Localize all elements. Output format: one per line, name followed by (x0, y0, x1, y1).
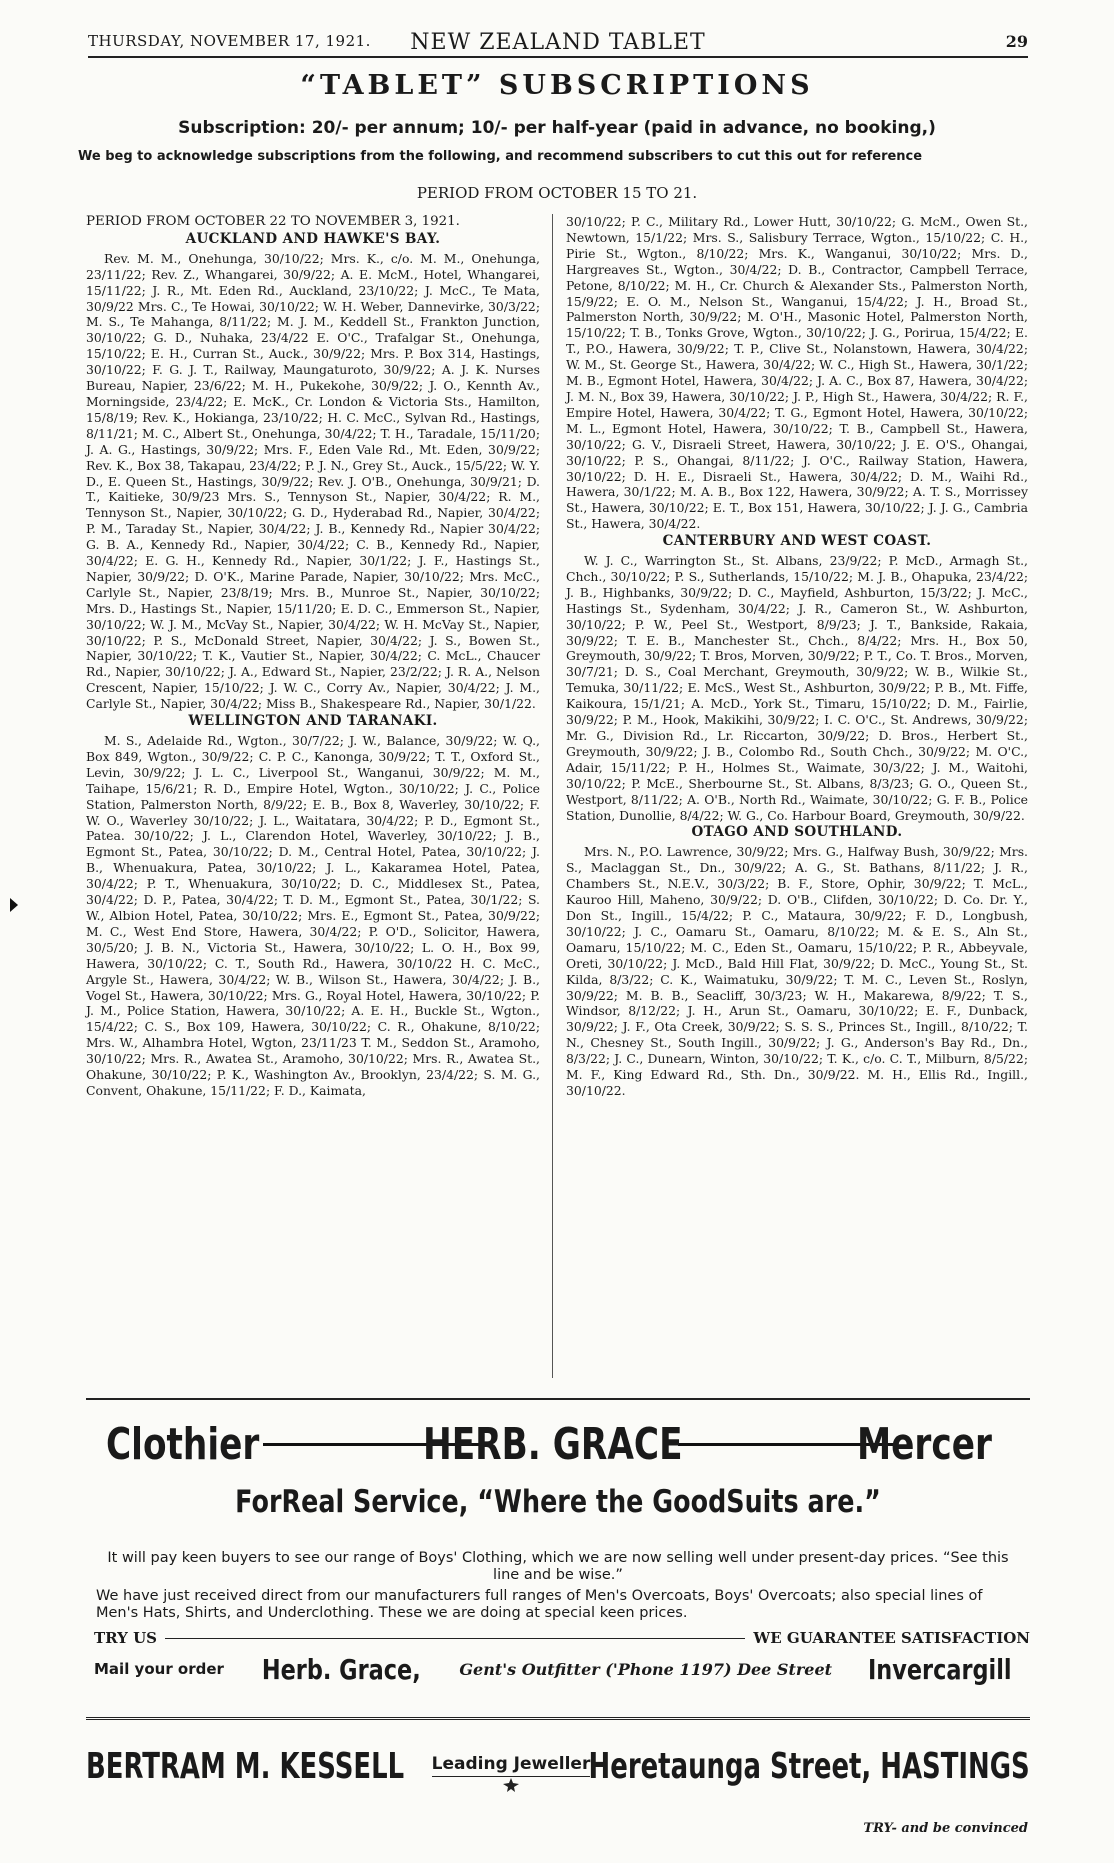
jeweller-address: Heretaunga Street, HASTINGS (588, 1746, 1030, 1787)
wellington-subscribers-continued: 30/10/22; P. C., Military Rd., Lower Hutt, 30/10/22; G. McM., Owen St., Newtown, 15/1/22; Mrs. S., Salisbury Terrace, Wgton., 15/10/22; C. H., Pirie St., Wgton., 8/10/22; Mrs. K., Wanganui, 30/10/22; Mrs. D., Hargreaves St., Wgton., 30/4/22; D. B., Contractor, Campbell Terrace, Petone, 8/10/22; M. H., Cr. Church & Alexander Sts., Palmerston North, 15/9/22; E. O. M., Nelson St., Wanganui, 15/4/22; J. H., Broad St., Palmerston North, 30/9/22; M. O'H., Masonic Hotel, Palmerston North, 15/10/22; T. B., Tonks Grove, Wgton., 30/10/22; J. G., Porirua, 15/4/22; E. T., P.O., Hawera, 30/9/22; T. P., Clive St., Nolanstown, Hawera, 30/4/22; W. M., St. George St., Hawera, 30/4/22; W. C., High St., Hawera, 30/1/22; M. B., Egmont Hotel, Hawera, 30/4/22; J. A. C., Box 87, Hawera, 30/4/22; J. M. N., Box 39, Hawera, 30/10/22; J. P., High St., Hawera, 30/4/22; R. F., Empire Hotel, Hawera, 30/4/22; T. G., Egmont Hotel, Hawera, 30/10/22; M. L., Egmont Hotel, Hawera, 30/10/22; T. B., Campbell St., Hawera, 30/10/22; G. V., Disraeli Street, Hawera, 30/10/22; J. E. O'S., Ohangai, 30/10/22; P. S., Ohangai, 8/11/22; J. O'C., Railway Station, Hawera, 30/10/22; D. H. E., Disraeli St., Hawera, 30/4/22; D. M., Waihi Rd., Hawera, 30/1/22; M. A. B., Box 122, Hawera, 30/9/22; A. T. S., Morrissey St., Hawera, 30/10/22; E. T., Box 151, Hawera, 30/10/22; J. J. G., Cambria St., Hawera, 30/4/22. (566, 214, 1028, 532)
headline-herb-grace: HERB. GRACE (423, 1418, 683, 1470)
footer-try-convinced: TRY- and be convinced (863, 1821, 1028, 1836)
advert-body-boys-clothing: It will pay keen buyers to see our range of Boys' Clothing, which we are now selling well under present-day prices. “See this line and be wise.” (107, 1550, 1009, 1583)
canterbury-subscribers: W. J. C., Warrington St., St. Albans, 23/9/22; P. McD., Armagh St., Chch., 30/10/22; P. S., Sutherlands, 15/10/22; M. J. B., Ohapuka, 23/4/22; J. B., Highbanks, 30/9/22; D. C., Mayfield, Ashburton, 15/3/22; J. McC., Hastings St., Sydenham, 30/4/22; J. R., Cameron St., W. Ashburton, 30/10/22; P. W., Peel St., Westport, 8/9/23; J. T., Bankside, Rakaia, 30/9/22; T. E. B., Manchester St., Chch., 8/4/22; Mrs. H., Box 50, Greymouth, 30/9/22; T. Bros, Morven, 30/9/22; P. T., Co. T. Bros., Morven, 30/7/21; D. S., Coal Merchant, Greymouth, 30/9/22; W. B., Wilkie St., Temuka, 30/11/22; E. McS., West St., Ashburton, 30/9/22; P. B., Mt. Fiffe, Kaikoura, 15/1/21; A. McD., York St., Timaru, 15/10/22; D. M., Fairlie, 30/9/22; P. M., Hook, Makikihi, 30/9/22; I. C. O'C., St. Andrews, 30/9/22; Mr. G., Division Rd., Lr. Riccarton, 30/9/22; D. Bros., Herbert St., Greymouth, 30/9/22; J. B., Colombo Rd., South Chch., 30/9/22; M. O'C., Adair, 15/11/22; P. H., Holmes St., Waimate, 30/3/22; J. M., Waitohi, 30/10/22; P. McE., Sherbourne St., St. Albans, 8/3/23; G. O., Queen St., Westport, 8/11/22; A. O'B., North Rd., Waimate, 30/10/22; G. F. B., Police Station, Dunollie, 8/4/22; W. G., Co. Harbour Board, Greymouth, 30/9/22. (566, 553, 1028, 823)
issue-date: THURSDAY, NOVEMBER 17, 1921. (88, 32, 371, 50)
right-column (566, 214, 1028, 1099)
headline-mercer: Mercer (857, 1418, 992, 1470)
period-heading-left: PERIOD FROM OCTOBER 22 TO NOVEMBER 3, 1921. (86, 214, 460, 229)
advert-headline (106, 1416, 1030, 1472)
section-title-otago: OTAGO AND SOUTHLAND. (691, 824, 903, 841)
headline-clothier: Clothier (106, 1418, 260, 1470)
page-number: 29 (1005, 32, 1028, 51)
advert-mail-order-line (94, 1652, 1030, 1686)
section-title-auckland: AUCKLAND AND HAWKE'S BAY. (185, 230, 441, 247)
wellington-subscribers: M. S., Adelaide Rd., Wgton., 30/7/22; J. W., Balance, 30/9/22; W. Q., Box 849, Wgton., 30/9/22; C. P. C., Kanonga, 30/9/22; T. T., Oxford St., Levin, 30/9/22; J. L. C., Liverpool St., Wanganui, 30/9/22; M. M., Taihape, 15/6/21; R. D., Empire Hotel, Wgton., 30/10/22; J. C., Police Station, Palmerston North, 8/9/22; E. B., Box 8, Waverley, 30/10/22; F. W. O., Waverley 30/10/22; J. L., Waitatara, 30/4/22; P. D., Egmont St., Patea. 30/10/22; J. L., Clarendon Hotel, Waverley, 30/10/22; J. B., Egmont St., Patea, 30/10/22; D. M., Central Hotel, Patea, 30/10/22; J. B., Whenuakura, Patea, 30/10/22; J. L., Kakaramea Hotel, Patea, 30/4/22; P. T., Whenuakura, 30/10/22; D. C., Middlesex St., Patea, 30/4/22; D. P., Patea, 30/4/22; T. D. M., Egmont St., Patea, 30/1/22; S. W., Albion Hotel, Patea, 30/10/22; Mrs. E., Egmont St., Patea, 30/9/22; M. C., West End Store, Hawera, 30/4/22; P. O'D., Solicitor, Hawera, 30/5/20; J. B. N., Victoria St., Hawera, 30/10/22; L. O. H., Box 99, Hawera, 30/10/22; C. T., South Rd., Hawera, 30/10/22 H. C. McC., Argyle St., Hawera, 30/4/22; W. B., Wilson St., Hawera, 30/4/22; J. B., Vogel St., Hawera, 30/10/22; Mrs. G., Royal Hotel, Hawera, 30/10/22; P. J. M., Police Station, Hawera, 30/10/22; A. E. H., Buckle St., Wgton., 15/4/22; C. S., Box 109, Hawera, 30/10/22; C. R., Ohakune, 8/10/22; Mrs. W., Alhambra Hotel, Wgton, 23/11/23 T. M., Seddon St., Aramoho, 30/10/22; Mrs. R., Awatea St., Aramoho, 30/10/22; Mrs. R., Awatea St., Ohakune, 30/10/22; P. K., Washington Av., Brooklyn, 23/4/22; S. M. G., Convent, Ohakune, 15/11/22; F. D., Kaimata, (86, 733, 540, 1098)
margin-pointer-icon (10, 898, 18, 912)
advert-herb-grace (86, 1398, 1030, 1686)
left-column (86, 214, 540, 1099)
subscriptions-heading: “TABLET” SUBSCRIPTIONS (300, 70, 814, 101)
section-title-wellington: WELLINGTON AND TARANAKI. (188, 713, 438, 730)
advert-body-overcoats: We have just received direct from our manufacturers full ranges of Men's Overcoats, Boys' Overcoats; also special lines of Men's Hats, Shirts, and Underclothing. These we are doing at special keen prices. (96, 1588, 983, 1621)
advert-subheadline: ForReal Service, “Where the GoodSuits are.” (235, 1484, 881, 1520)
outfitter-address: Gent's Outfitter ('Phone 1197) Dee Street (459, 1659, 833, 1679)
acknowledgement-note: We beg to acknowledge subscriptions from the following, and recommend subscribers to cut this out for reference (78, 149, 923, 164)
advert-separator (86, 1717, 1030, 1720)
jeweller-tagline-block (416, 1754, 606, 1792)
mail-order-text: Mail your order (94, 1660, 224, 1678)
dotted-rule (165, 1638, 745, 1639)
subscription-rate: Subscription: 20/- per annum; 10/- per half-year (paid in advance, no booking,) (178, 118, 936, 138)
newspaper-title: NEW ZEALAND TABLET (410, 30, 706, 55)
auckland-subscribers: Rev. M. M., Onehunga, 30/10/22; Mrs. K., c/o. M. M., Onehunga, 23/11/22; Rev. Z., Whangarei, 30/9/22; A. E. McM., Hotel, Whangarei, 15/11/22; J. R., Mt. Eden Rd., Auckland, 23/10/22; J. McC., Te Mata, 30/9/22 Mrs. C., Te Howai, 30/10/22; W. H. Weber, Dannevirke, 30/3/22; M. S., Te Mahanga, 8/11/22; M. J. M., Keddell St., Frankton Junction, 30/10/22; G. D., Nuhaka, 23/4/22 E. O'C., Trafalgar St., Onehunga, 15/10/22; E. H., Curran St., Auck., 30/9/22; Mrs. P. Box 314, Hastings, 30/10/22; F. G. J. T., Railway, Maungaturoto, 30/9/22; A. J. K. Nurses Bureau, Napier, 23/6/22; M. H., Pukekohe, 30/9/22; J. O., Kennth Av., Morningside, 23/4/22; E. McK., Cr. London & Victoria Sts., Hamilton, 15/8/19; Rev. K., Hokianga, 23/10/22; H. C. McC., Sylvan Rd., Hastings, 8/11/21; M. C., Albert St., Onehunga, 30/4/22; T. H., Taradale, 15/11/20; J. A. G., Hastings, 30/9/22; Mrs. F., Eden Vale Rd., Mt. Eden, 30/9/22; Rev. K., Box 38, Takapau, 23/4/22; P. J. N., Grey St., Auck., 15/5/22; W. Y. D., E. Queen St., Hastings, 30/9/22; Rev. J. O'B., Onehunga, 30/9/21; D. T., Kaitieke, 30/9/23 Mrs. S., Tennyson St., Napier, 30/4/22; R. M., Tennyson St., Napier, 30/10/22; G. D., Hyderabad Rd., Napier, 30/4/22; P. M., Taraday St., Napier, 30/4/22; J. B., Kennedy Rd., Napier 30/4/22; G. B. A., Kennedy Rd., Napier, 30/4/22; C. B., Kennedy Rd., Napier, 30/4/22; E. G. H., Kennedy Rd., Napier, 30/1/22; J. F., Hastings St., Napier, 30/9/22; D. O'K., Marine Parade, Napier, 30/10/22; Mrs. McC., Carlyle St., Napier, 23/8/19; Mrs. B., Munroe St., Napier, 30/10/22; Mrs. D., Hastings St., Napier, 15/11/20; E. D. C., Emmerson St., Napier, 30/10/22; W. J. M., McVay St., Napier, 30/4/22; W. H. McVay St., Napier, 30/10/22; P. S., McDonald Street, Napier, 30/4/22; J. S., Bowen St., Napier, 30/10/22; T. K., Vautier St., Napier, 30/4/22; C. McL., Chaucer Rd., Napier, 30/10/22; J. A., Edward St., Napier, 23/2/22; J. R. A., Nelson Crescent, Napier, 15/10/22; J. W. C., Corry Av., Napier, 30/4/22; J. M., Carlyle St., Napier, 30/4/22; Miss B., Shakespeare Rd., Napier, 30/1/22. (86, 250, 540, 712)
period-heading-center: PERIOD FROM OCTOBER 15 TO 21. (416, 184, 698, 202)
guarantee-text: WE GUARANTEE SATISFACTION (753, 1629, 1030, 1647)
advertiser-town: Invercargill (868, 1652, 1013, 1686)
advert-try-us-line (94, 1628, 1030, 1648)
column-divider (552, 214, 553, 1378)
otago-subscribers: Mrs. N., P.O. Lawrence, 30/9/22; Mrs. G., Halfway Bush, 30/9/22; Mrs. S., Maclaggan St., Dn., 30/9/22; A. G., St. Bathans, 8/11/22; J. R., Chambers St., N.E.V., 30/3/22; B. F., Store, Ophir, 30/9/22; T. McL., Kauroo Hill, Maheno, 30/9/22; D. O'B., Clifden, 30/10/22; D. Co. Dr. Y., Don St., Ingill., 15/4/22; P. C., Mataura, 30/9/22; F. D., Longbush, 30/10/22; J. C., Oamaru St., Oamaru, 8/10/22; M. & E. S., Aln St., Oamaru, 15/10/22; M. C., Eden St., Oamaru, 15/10/22; P. R., Abbeyvale, Oreti, 30/10/22; J. McD., Bald Hill Flat, 30/9/22; D. McC., Young St., St. Kilda, 8/3/22; C. K., Waimatuku, 30/9/22; T. M. C., Leven St., Roslyn, 30/9/22; M. B. B., Seacliff, 30/3/23; W. H., Makarewa, 8/9/22; T. S., Windsor, 8/12/22; J. H., Arun St., Oamaru, 30/10/22; E. F., Dunback, 30/9/22; J. F., Ota Creek, 30/9/22; S. S. S., Princes St., Ingill., 8/10/22; T. N., Chesney St., South Ingill., 30/9/22; J. G., Anderson's Bay Rd., Dn., 8/3/22; J. C., Dunearn, Winton, 30/10/22; T. K., c/o. C. T., Milburn, 8/5/22; M. F., King Edward Rd., Sth. Dn., 30/9/22. M. H., Ellis Rd., Ingill., 30/10/22. (566, 844, 1028, 1098)
advertiser-name: Herb. Grace, (262, 1652, 422, 1686)
ornament-icon (503, 1778, 519, 1792)
section-title-canterbury: CANTERBURY AND WEST COAST. (662, 533, 932, 550)
try-us-text: TRY US (94, 1629, 158, 1647)
advert-kessell (86, 1746, 1030, 1810)
masthead (88, 30, 1028, 58)
jeweller-tagline: Leading Jeweller (432, 1754, 591, 1777)
jeweller-name: BERTRAM M. KESSELL (86, 1746, 405, 1787)
